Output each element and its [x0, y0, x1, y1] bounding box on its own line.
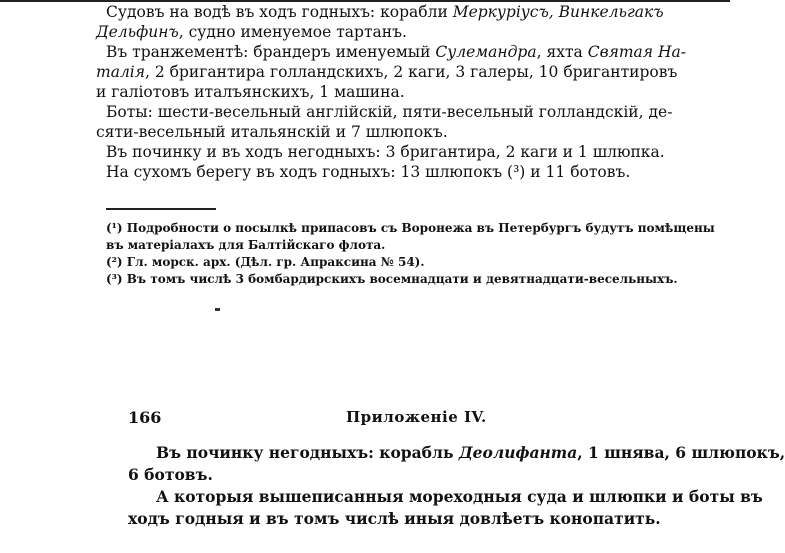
footnote-line: (²) Гл. морск. арх. (Дѣл. гр. Апраксина № 54).: [106, 255, 425, 269]
text-line: и галiотовъ италъянскихъ, 1 машина.: [96, 83, 405, 101]
text-line: Боты: шести-весельный англiйскiй, пяти-весельный голландскiй, де-: [106, 103, 673, 121]
text-line: сяти-весельный итальянскiй и 7 шлюпокъ.: [96, 123, 448, 141]
text-line: Дельфинъ, судно именуемое тартанъ.: [96, 23, 407, 41]
text-line: Въ починку и въ ходъ негодныхъ: 3 бригантира, 2 каги и 1 шлюпка.: [106, 143, 665, 161]
print-speck: [215, 308, 220, 311]
text-line: Въ починку негодныхъ: корабль Деолифанта, 1 шнява, 6 шлюпокъ,: [156, 443, 785, 462]
footnote-line: (¹) Подробности о посылкѣ припасовъ съ Воронежа въ Петербургъ будутъ помѣщены: [106, 221, 715, 235]
text-line: А которыя вышеписанныя мореходныя суда и шлюпки и боты въ: [156, 487, 763, 506]
top-text-block: [96, 2, 686, 182]
bottom-text-block: [128, 442, 785, 530]
text-line: Въ транжементѣ: брандеръ именуемый Сулемандра, яхта Святая На-: [106, 43, 686, 61]
text-line: талiя, 2 бригантира голландскихъ, 2 каги, 3 галеры, 10 бригантировъ: [96, 63, 678, 81]
footnote-line: (³) Въ томъ числѣ 3 бомбардирскихъ восемнадцати и девятнадцати-весельныхъ.: [106, 272, 678, 286]
text-line: 6 ботовъ.: [128, 465, 213, 484]
text-line: ходъ годныя и въ томъ числѣ иныя довлѣетъ конопатить.: [128, 509, 661, 528]
footnotes: [106, 220, 715, 288]
footnote-line: въ матерiалахъ для Балтiйскаго флота.: [106, 238, 386, 252]
page-title: Приложенiе IV.: [346, 408, 487, 426]
page-number: 166: [128, 408, 162, 427]
footnote-separator: [106, 208, 216, 210]
text-line: На сухомъ берегу въ ходъ годныхъ: 13 шлюпокъ (³) и 11 ботовъ.: [106, 163, 631, 181]
page-header: [128, 408, 658, 428]
text-line: Судовъ на водѣ въ ходъ годныхъ: корабли Меркурiусъ, Винкельгакъ: [106, 3, 664, 21]
